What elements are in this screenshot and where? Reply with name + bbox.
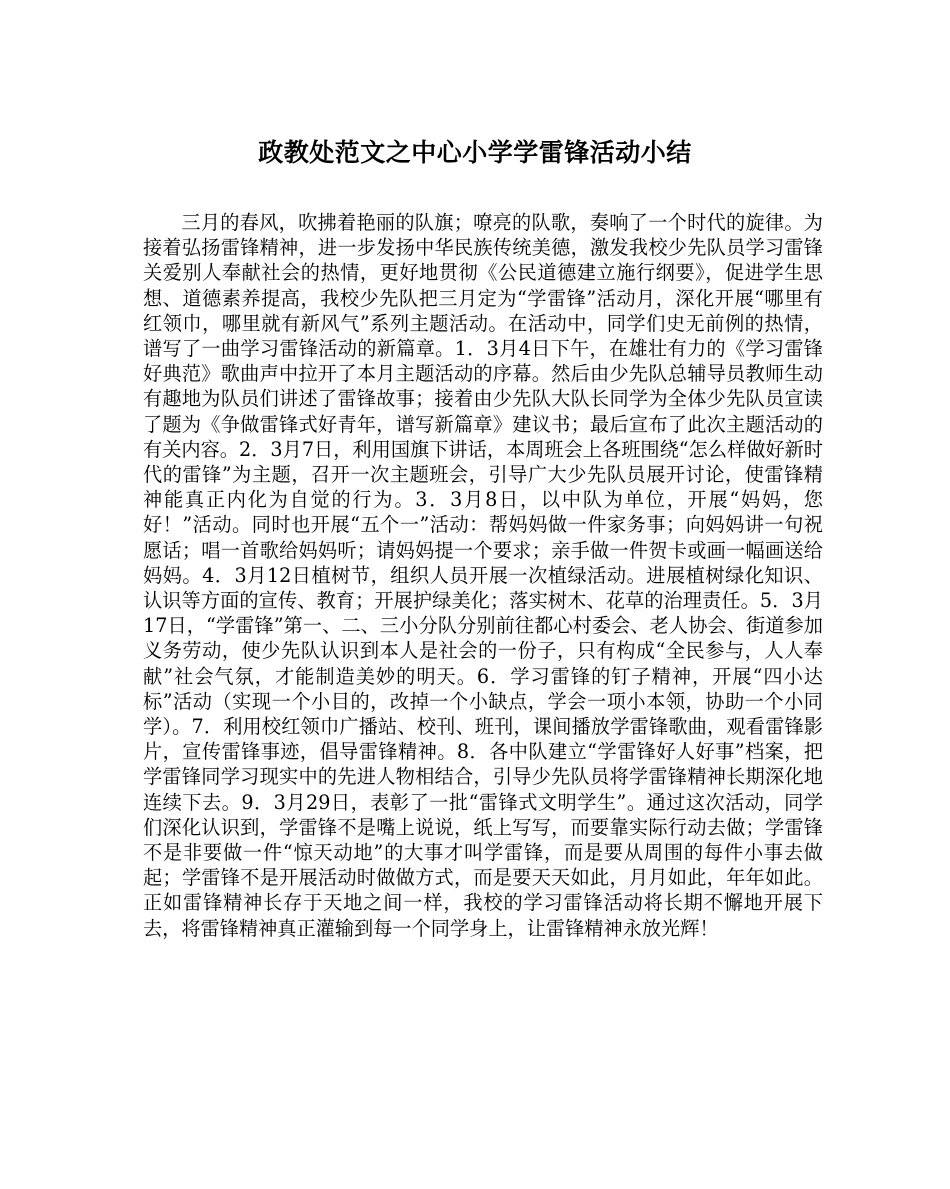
body-paragraph: 三月的春风，吹拂着艳丽的队旗；嘹亮的队歌，奏响了一个时代的旋律。为接着弘扬雷锋精神，进一步发扬中华民族传统美德，激发我校少先队员学习雷锋关爱别人奉献社会的热情，更好地贯彻《公民道德建立施行纲要》，促进学生思想、道德素养提高，我校少先队把三月定为“学雷锋”活动月，深化开展“哪里有红领巾，哪里就有新风气”系列主题活动。在活动中，同学们史无前例的热情，谱写了一曲学习雷锋活动的新篇章。1．3月4日下午，在雄壮有力的《学习雷锋好典范》歌曲声中拉开了本月主题活动的序幕。然后由少先队总辅导员教师生动有趣地为队员们讲述了雷锋故事；接着由少先队大队长同学为全体少先队员宣读了题为《争做雷锋式好青年，谱写新篇章》建议书；最后宣布了此次主题活动的有关内容。2．3月7日，利用国旗下讲话，本周班会上各班围绕“怎么样做好新时代的雷锋”为主题，召开一次主题班会，引导广大少先队员展开讨论，使雷锋精神能真正内化为自觉的行为。3．3月8日，以中队为单位，开展“妈妈，您好！”活动。同时也开展“五个一”活动：帮妈妈做一件家务事；向妈妈讲一句祝愿话；唱一首歌给妈妈听；请妈妈提一个要求；亲手做一件贺卡或画一幅画送给妈妈。4．3月12日植树节，组织人员开展一次植绿活动。进展植树绿化知识、认识等方面的宣传、教育；开展护绿美化；落实树木、花草的治理责任。5．3月17日，“学雷锋”第一、二、三小分队分别前往都心村委会、老人协会、街道参加义务劳动，使少先队认识到本人是社会的一份子，只有构成“全民参与，人人奉献”社会气氛，才能制造美妙的明天。6．学习雷锋的钉子精神，开展“四小达标”活动（实现一个小目的，改掉一个小缺点，学会一项小本领，协助一个小同学）。7．利用校红领巾广播站、校刊、班刊，课间播放学雷锋歌曲，观看雷锋影片，宣传雷锋事迹，倡导雷锋精神。8．各中队建立“学雷锋好人好事”档案，把学雷锋同学习现实中的先进人物相结合，引导少先队员将学雷锋精神长期深化地连续下去。9．3月29日，表彰了一批“雷锋式文明学生”。通过这次活动，同学们深化认识到，学雷锋不是嘴上说说，纸上写写，而要靠实际行动去做；学雷锋不是非要做一件“惊天动地”的大事才叫学雷锋，而是要从周围的每件小事去做起；学雷锋不是开展活动时做做方式，而是要天天如此，月月如此，年年如此。正如雷锋精神长存于天地之间一样，我校的学习雷锋活动将长期不懈地开展下去，将雷锋精神真正灌输到每一个同学身上，让雷锋精神永放光辉！ (143, 211, 823, 940)
document-title: 政教处范文之中心小学学雷锋活动小结 (258, 138, 692, 167)
